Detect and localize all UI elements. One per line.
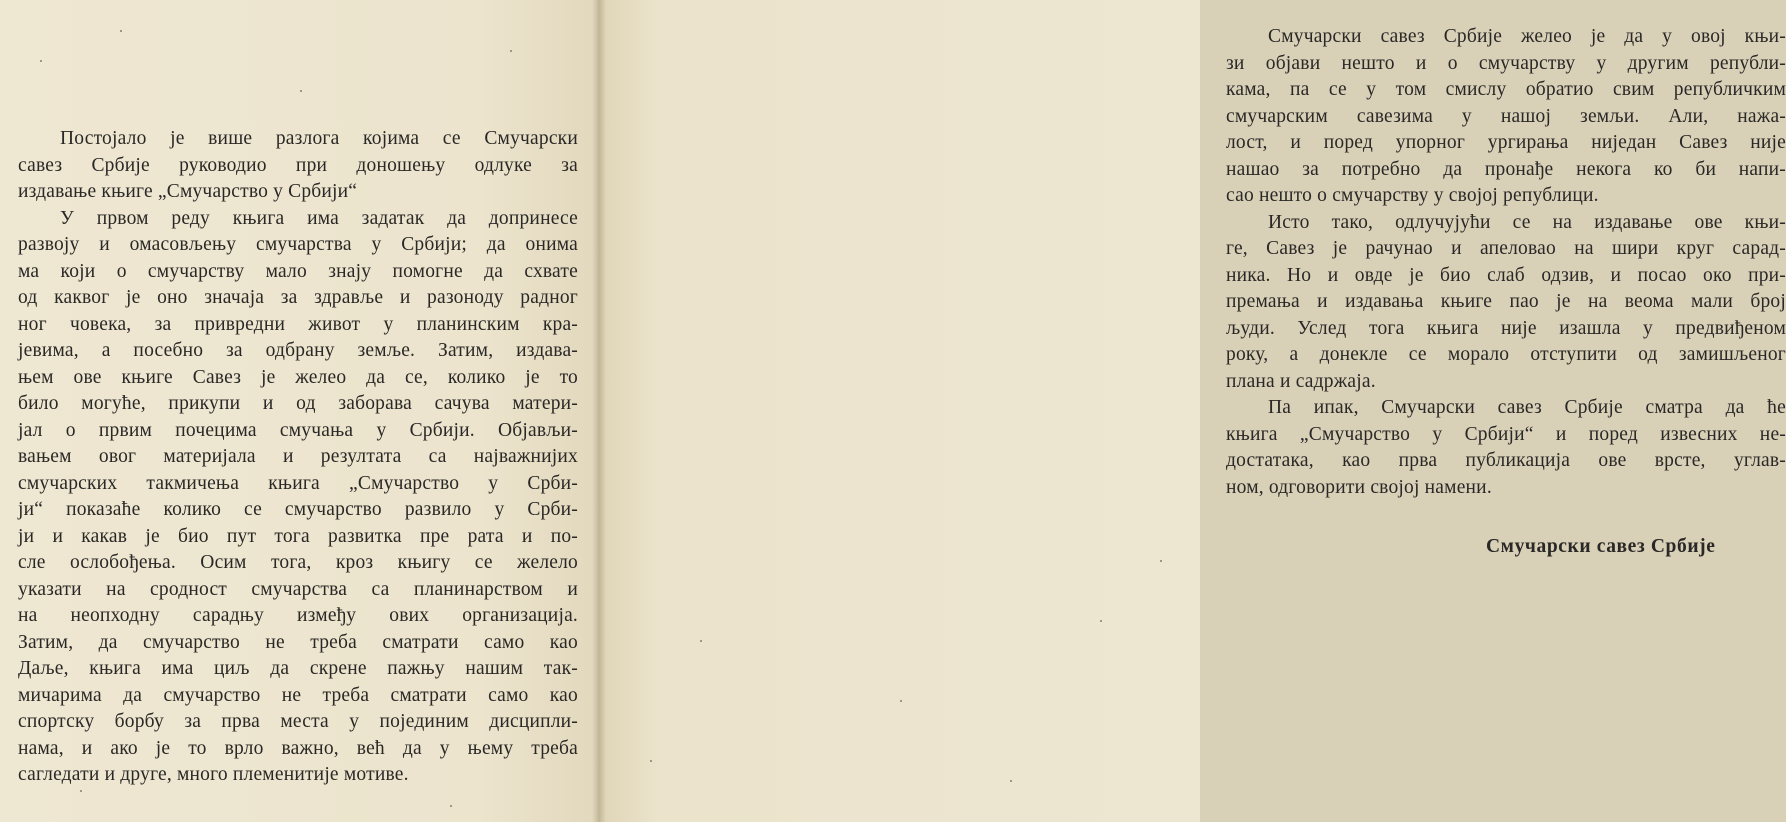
text-line: смучарских такмичења књига „Смучарство у Срби- — [18, 472, 578, 494]
text-line: ма који о смучарству мало знају помогне да схвате — [18, 260, 578, 282]
text-line: Исто тако, одлучујући се на издавање ове књи- — [1268, 211, 1786, 233]
text-line: мичарима да смучарство не треба сматрати само као — [18, 684, 578, 706]
text-line: вањем овог материјала и резултата са најважнијих — [18, 446, 578, 467]
text-line: Затим, да смучарство не треба сматрати само као — [18, 631, 578, 653]
text-line: зи објави нешто и о смучарству у другим републи- — [1226, 52, 1786, 74]
paper-speck — [450, 805, 452, 807]
signature: Смучарски савез Србије — [1486, 536, 1716, 557]
text-line: ји“ показаће колико се смучарство развило у Срби- — [18, 499, 578, 520]
text-line: сагледати и друге, много племенитије мотиве. — [18, 764, 409, 785]
text-line: њем ове књиге Савез је желео да се, колико је то — [18, 366, 578, 388]
right-page-text — [1226, 24, 1786, 501]
text-line: било могуће, прикупи и од заборава сачува матери- — [18, 393, 578, 414]
left-page — [0, 0, 598, 822]
paper-speck — [900, 700, 902, 702]
text-line: указати на сродност смучарства са планинарством и — [18, 578, 578, 600]
text-line: ника. Но и овде је био слаб одзив, и посао око при- — [1226, 264, 1786, 286]
text-line: ге, Савез је рачунао и апеловао на шири круг сарад- — [1226, 238, 1786, 259]
paper-speck — [80, 790, 82, 792]
paper-speck — [120, 30, 122, 32]
text-line: Постојало је више разлога којима се Смучарски — [60, 128, 578, 149]
text-line: спортску борбу за прва места у појединим дисципли- — [18, 711, 578, 732]
text-line: нашао за потребно да пронађе некога ко би напи- — [1226, 158, 1786, 180]
text-line: лост, и поред упорног ургирања ниједан Савез није — [1226, 132, 1786, 153]
text-line: сле ослобођења. Осим тога, кроз књигу се желело — [18, 552, 578, 573]
paper-speck — [1010, 780, 1012, 782]
text-line: Па ипак, Смучарски савез Србије сматра да ће — [1268, 397, 1786, 418]
text-line: плана и садржаја. — [1226, 370, 1376, 392]
text-line: кама, па се у том смислу обратио свим републичким — [1226, 79, 1786, 100]
paper-speck — [40, 60, 42, 62]
paper-speck — [1160, 560, 1162, 562]
text-line: достатака, као прва публикација ове врсте, углав- — [1226, 450, 1786, 471]
text-line: сао нешто о смучарству у својој републици. — [1226, 185, 1599, 206]
text-line: савез Србије руководио при доношењу одлуке за — [18, 154, 578, 176]
text-line: ји и какав је био пут тога развитка пре рата и по- — [18, 525, 578, 547]
paper-speck — [700, 640, 702, 642]
text-line: ног човека, за привредни живот у планинским кра- — [18, 313, 578, 335]
text-line: смучарским савезима у нашој земљи. Али, нажа- — [1226, 105, 1786, 127]
text-line: људи. Услед тога књига није изашла у предвиђеном — [1226, 317, 1786, 339]
text-line: развоју и омасовљењу смучарства у Србији; да онима — [18, 234, 578, 255]
left-page-text — [18, 126, 578, 789]
text-line: Даље, књига има циљ да скрене пажњу нашим так- — [18, 658, 578, 679]
text-line: У првом реду књига има задатак да допринесе — [60, 207, 578, 229]
text-line: јал о првим почецима смучања у Србији. Објављи- — [18, 419, 578, 441]
paper-speck — [300, 90, 302, 92]
text-line: Смучарски савез Србије желео је да у овој књи- — [1268, 26, 1786, 47]
text-line: року, а донекле се морало отступити од замишљеног — [1226, 344, 1786, 365]
paper-speck — [1100, 620, 1102, 622]
text-line: премања и издавања књиге пао је на веома мали број — [1226, 291, 1786, 312]
text-line: од каквог је оно значаја за здравље и разоноду радног — [18, 287, 578, 308]
paper-speck — [510, 50, 512, 52]
text-line: књига „Смучарство у Србији“ и поред извесних не- — [1226, 423, 1786, 445]
paper-speck — [650, 760, 652, 762]
text-line: јевима, а посебно за одбрану земље. Затим, издава- — [18, 340, 578, 361]
text-line: на неопходну сарадњу између ових организација. — [18, 605, 578, 626]
right-page — [598, 0, 1786, 822]
text-line: издавање књиге „Смучарство у Србији“ — [18, 181, 358, 202]
text-line: нама, и ако је то врло важно, већ да у њему треба — [18, 737, 578, 759]
text-line: ном, одговорити својој намени. — [1226, 476, 1492, 498]
